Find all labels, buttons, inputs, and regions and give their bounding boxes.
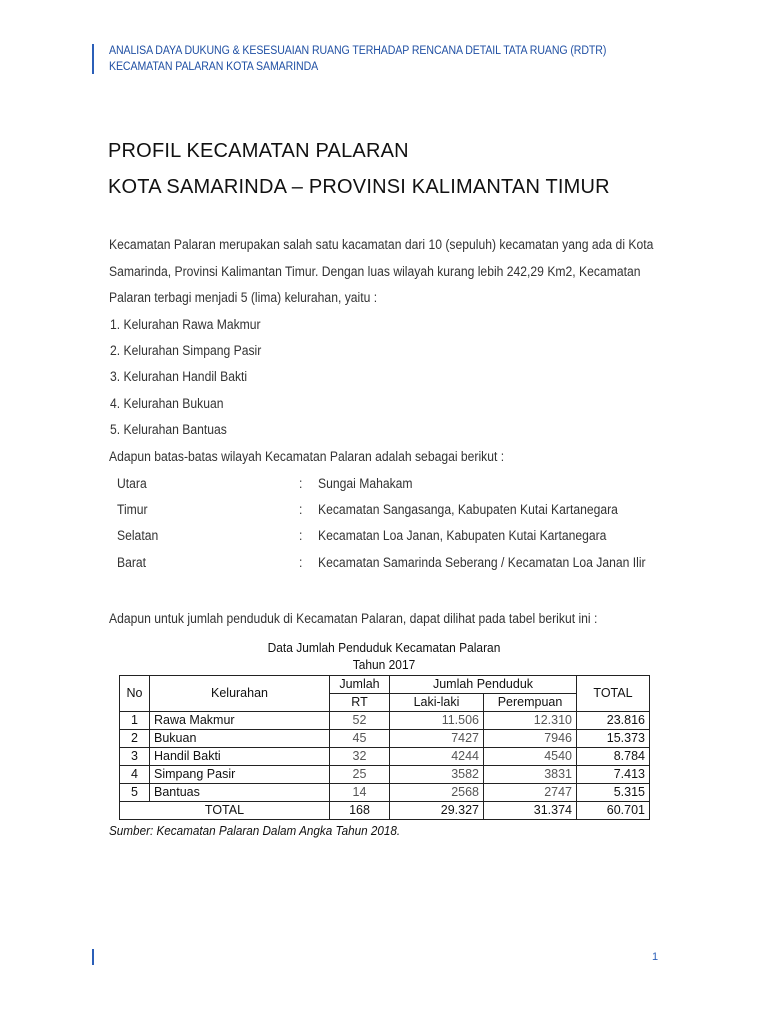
total-all: 60.701 bbox=[577, 802, 650, 820]
cell-kelurahan: Bukuan bbox=[150, 730, 330, 748]
border-colon: : bbox=[299, 528, 303, 543]
footer-accent-bar bbox=[92, 949, 94, 965]
cell-perempuan: 3831 bbox=[484, 766, 577, 784]
list-item: 2. Kelurahan Simpang Pasir bbox=[110, 343, 262, 358]
col-header-perempuan: Perempuan bbox=[484, 694, 577, 712]
cell-no: 4 bbox=[120, 766, 150, 784]
cell-laki: 3582 bbox=[390, 766, 484, 784]
cell-laki: 4244 bbox=[390, 748, 484, 766]
population-intro: Adapun untuk jumlah penduduk di Kecamatan Palaran, dapat dilihat pada tabel berikut ini : bbox=[109, 611, 598, 626]
list-item: 1. Kelurahan Rawa Makmur bbox=[110, 317, 261, 332]
cell-total: 5.315 bbox=[577, 784, 650, 802]
cell-laki: 7427 bbox=[390, 730, 484, 748]
col-header-penduduk: Jumlah Penduduk bbox=[390, 676, 577, 694]
list-item: 5. Kelurahan Bantuas bbox=[110, 422, 227, 437]
table-row bbox=[120, 730, 650, 748]
table-row bbox=[120, 766, 650, 784]
table-source: Sumber: Kecamatan Palaran Dalam Angka Tahun 2018. bbox=[109, 823, 401, 838]
col-header-kelurahan: Kelurahan bbox=[150, 676, 330, 712]
cell-rt: 45 bbox=[330, 730, 390, 748]
border-value: Sungai Mahakam bbox=[318, 476, 413, 491]
border-colon: : bbox=[299, 502, 303, 517]
intro-line-2: Samarinda, Provinsi Kalimantan Timur. Dengan luas wilayah kurang lebih 242,29 Km2, Kecamatan bbox=[109, 264, 641, 279]
col-header-total: TOTAL bbox=[577, 676, 650, 712]
border-label: Barat bbox=[117, 555, 147, 570]
borders-intro: Adapun batas-batas wilayah Kecamatan Palaran adalah sebagai berikut : bbox=[109, 449, 505, 464]
table-row bbox=[120, 784, 650, 802]
border-colon: : bbox=[299, 555, 303, 570]
table-caption-year: Tahun 2017 bbox=[352, 657, 416, 672]
cell-laki: 11.506 bbox=[390, 712, 484, 730]
border-value: Kecamatan Samarinda Seberang / Kecamatan Loa Janan Ilir bbox=[318, 555, 646, 570]
header-accent-bar bbox=[92, 44, 94, 74]
col-header-no: No bbox=[120, 676, 150, 712]
border-colon: : bbox=[299, 476, 303, 491]
cell-rt: 14 bbox=[330, 784, 390, 802]
cell-kelurahan: Rawa Makmur bbox=[150, 712, 330, 730]
col-header-jumlah: Jumlah bbox=[330, 676, 390, 694]
cell-no: 2 bbox=[120, 730, 150, 748]
border-value: Kecamatan Loa Janan, Kabupaten Kutai Kartanegara bbox=[318, 528, 607, 543]
table-row bbox=[120, 748, 650, 766]
cell-total: 8.784 bbox=[577, 748, 650, 766]
running-header: ANALISA DAYA DUKUNG & KESESUAIAN RUANG TERHADAP RENCANA DETAIL TATA RUANG (RDTR) KECAMATAN PALARAN KOTA SAMARINDA bbox=[109, 45, 607, 73]
border-label: Timur bbox=[117, 502, 148, 517]
page-subtitle: KOTA SAMARINDA – PROVINSI KALIMANTAN TIMUR bbox=[108, 176, 610, 198]
table-header-row bbox=[120, 676, 650, 694]
total-rt: 168 bbox=[330, 802, 390, 820]
total-perempuan: 31.374 bbox=[484, 802, 577, 820]
border-label: Selatan bbox=[117, 528, 159, 543]
cell-kelurahan: Bantuas bbox=[150, 784, 330, 802]
cell-perempuan: 2747 bbox=[484, 784, 577, 802]
page-number: 1 bbox=[652, 951, 659, 963]
cell-perempuan: 7946 bbox=[484, 730, 577, 748]
table-total-row bbox=[120, 802, 650, 820]
table-row bbox=[120, 712, 650, 730]
list-item: 3. Kelurahan Handil Bakti bbox=[110, 369, 248, 384]
intro-line-3: Palaran terbagi menjadi 5 (lima) kelurahan, yaitu : bbox=[109, 290, 378, 305]
border-label: Utara bbox=[117, 476, 147, 491]
cell-total: 7.413 bbox=[577, 766, 650, 784]
cell-rt: 25 bbox=[330, 766, 390, 784]
col-header-rt: RT bbox=[330, 694, 390, 712]
cell-kelurahan: Simpang Pasir bbox=[150, 766, 330, 784]
cell-kelurahan: Handil Bakti bbox=[150, 748, 330, 766]
cell-no: 1 bbox=[120, 712, 150, 730]
cell-total: 23.816 bbox=[577, 712, 650, 730]
cell-total: 15.373 bbox=[577, 730, 650, 748]
cell-laki: 2568 bbox=[390, 784, 484, 802]
cell-no: 3 bbox=[120, 748, 150, 766]
page-title: PROFIL KECAMATAN PALARAN bbox=[108, 140, 409, 162]
cell-rt: 52 bbox=[330, 712, 390, 730]
intro-line-1: Kecamatan Palaran merupakan salah satu kacamatan dari 10 (sepuluh) kecamatan yang ada di Kota bbox=[109, 237, 654, 252]
cell-no: 5 bbox=[120, 784, 150, 802]
table-caption: Data Jumlah Penduduk Kecamatan Palaran bbox=[267, 640, 501, 655]
total-laki: 29.327 bbox=[390, 802, 484, 820]
cell-perempuan: 12.310 bbox=[484, 712, 577, 730]
border-value: Kecamatan Sangasanga, Kabupaten Kutai Kartanegara bbox=[318, 502, 618, 517]
population-table bbox=[119, 675, 650, 820]
total-label: TOTAL bbox=[120, 802, 330, 820]
col-header-laki: Laki-laki bbox=[390, 694, 484, 712]
list-item: 4. Kelurahan Bukuan bbox=[110, 396, 224, 411]
cell-rt: 32 bbox=[330, 748, 390, 766]
cell-perempuan: 4540 bbox=[484, 748, 577, 766]
